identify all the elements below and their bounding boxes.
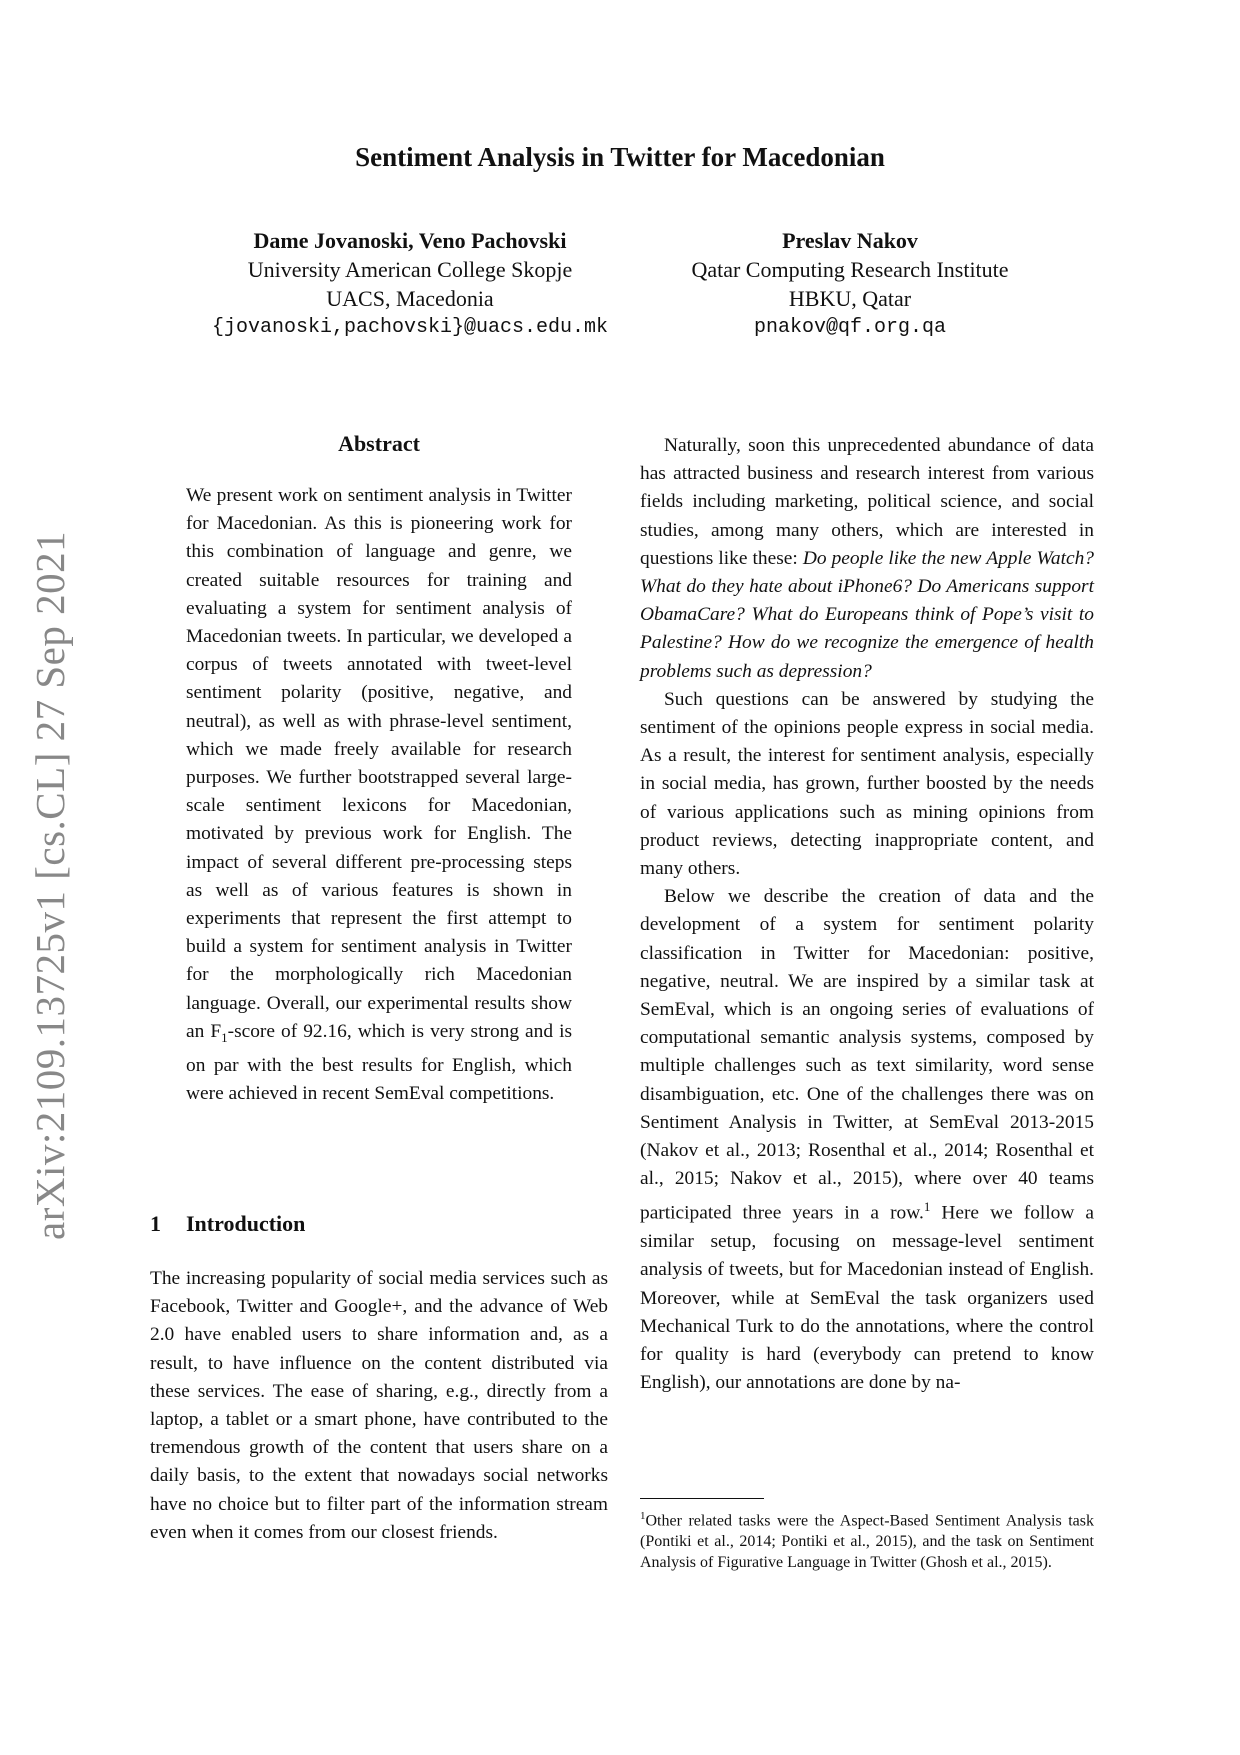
section-title: Introduction: [186, 1211, 306, 1236]
right-column: [640, 432, 1094, 1397]
author-block-right: [640, 226, 1060, 342]
footnote-number: 1: [640, 1510, 646, 1522]
abstract-heading: Abstract: [338, 431, 420, 456]
author-email-left: {jovanoski,pachovski}@uacs.edu.mk: [211, 316, 609, 339]
arxiv-stamp: arXiv:2109.13725v1 [cs.CL] 27 Sep 2021: [27, 530, 73, 1240]
section-number: 1: [150, 1211, 161, 1236]
footnote-text: Other related tasks were the Aspect-Based Sentiment Analysis task (Pontiki et al., 2014; Pontiki et al., 2015), and the task on Sentiment Analysis of Figurative Language in Twitter (Ghosh et al., 2015).: [640, 1512, 1094, 1572]
f1-subscript: 1: [221, 1029, 228, 1045]
right-paragraph-3: [640, 883, 1094, 1397]
author-location-left: UACS, Macedonia: [326, 286, 494, 311]
author-block-left: [150, 226, 670, 342]
right-paragraph-2: Such questions can be answered by studying the sentiment of the opinions people express in social media. As a result, the interest for sentiment analysis, especially in social media, has grown, further boosted by the needs of various applications such as mining opinions from product reviews, detecting inappropriate content, and many others.: [640, 688, 1094, 880]
footnote-divider: [640, 1498, 764, 1499]
abstract-text-end: -score of 92.16, which is very strong and is on par with the best results for English, which were achieved in recent SemEval competitions.: [186, 1020, 573, 1105]
author-affiliation-right: Qatar Computing Research Institute: [691, 257, 1009, 282]
author-affiliation-left: University American College Skopje: [247, 257, 573, 282]
intro-text: The increasing popularity of social media services such as Facebook, Twitter and Google+, and the advance of Web 2.0 have enabled users to share information and, as a result, to have influence on the content distributed via these services. The ease of sharing, e.g., directly from a laptop, a tablet or a smart phone, have contributed to the tremendous growth of the content that users share on a daily basis, to the extent that nowadays social networks have no choice but to filter part of the information stream even when it comes from our closest friends.: [150, 1268, 608, 1543]
abstract-text: We present work on sentiment analysis in Twitter for Macedonian. As this is pioneering work for this combination of language and genre, we created suitable resources for training and evaluating a system for sentiment analysis of Macedonian tweets. In particular, we developed a corpus of tweets annotated with tweet-level sentiment polarity (positive, negative, and neutral), as well as with phrase-level sentiment, which we made freely available for research purposes. We further bootstrapped several large-scale sentiment lexicons for Macedonian, motivated by previous work for English. The impact of several different pre-processing steps as well as of various features is shown in experiments that represent the first attempt to build a system for sentiment analysis in Twitter for the morphologically rich Macedonian language. Overall, our experimental results show an F: [186, 485, 572, 1042]
right-paragraph-1: [640, 432, 1094, 686]
abstract-body: [186, 482, 572, 1108]
intro-paragraph-1: [150, 1265, 608, 1547]
author-names-right: Preslav Nakov: [782, 228, 918, 253]
footnote-marker: 1: [923, 1199, 931, 1215]
footnote: [640, 1506, 1094, 1573]
right-paragraph-1-text: Naturally, soon this unprecedented abundance of data has attracted business and research interest from various fields including marketing, political science, and social studies, among many others, which are interested in questions like these:: [640, 435, 1094, 569]
author-email-right: pnakov@qf.org.qa: [753, 316, 947, 339]
right-paragraph-3-text-end: Here we follow a similar setup, focusing on message-level sentiment analysis of tweets, but for Macedonian instead of English. Moreover, while at SemEval the task organizers used Mechanical Turk to do the annotations, where the control for quality is hard (everybody can pretend to know English), our annotations are done by na-: [640, 1202, 1095, 1394]
author-names-left: Dame Jovanoski, Veno Pachovski: [253, 228, 567, 253]
section-heading-introduction: [150, 1210, 305, 1238]
right-paragraph-3-text: Below we describe the creation of data and the development of a system for sentiment polarity classification in Twitter for Macedonian: positive, negative, neutral. We are inspired by a similar task at SemEval, which is an ongoing series of evaluations of computational semantic analysis systems, composed by multiple challenges such as text similarity, word sense disambiguation, etc. One of the challenges there was on Sentiment Analysis in Twitter, at SemEval 2013-2015 (Nakov et al., 2013; Rosenthal et al., 2014; Rosenthal et al., 2015; Nakov et al., 2015), where over 40 teams participated three years in a row.: [640, 886, 1094, 1224]
right-paragraph-1-questions: Do people like the new Apple Watch? What do they hate about iPhone6? Do Americans support ObamaCare? What do Europeans think of Pope’s visit to Palestine? How do we recognize the emergence of health problems such as depression?: [640, 547, 1094, 682]
author-location-right: HBKU, Qatar: [788, 286, 912, 311]
paper-title: Sentiment Analysis in Twitter for Macedonian: [355, 142, 885, 172]
